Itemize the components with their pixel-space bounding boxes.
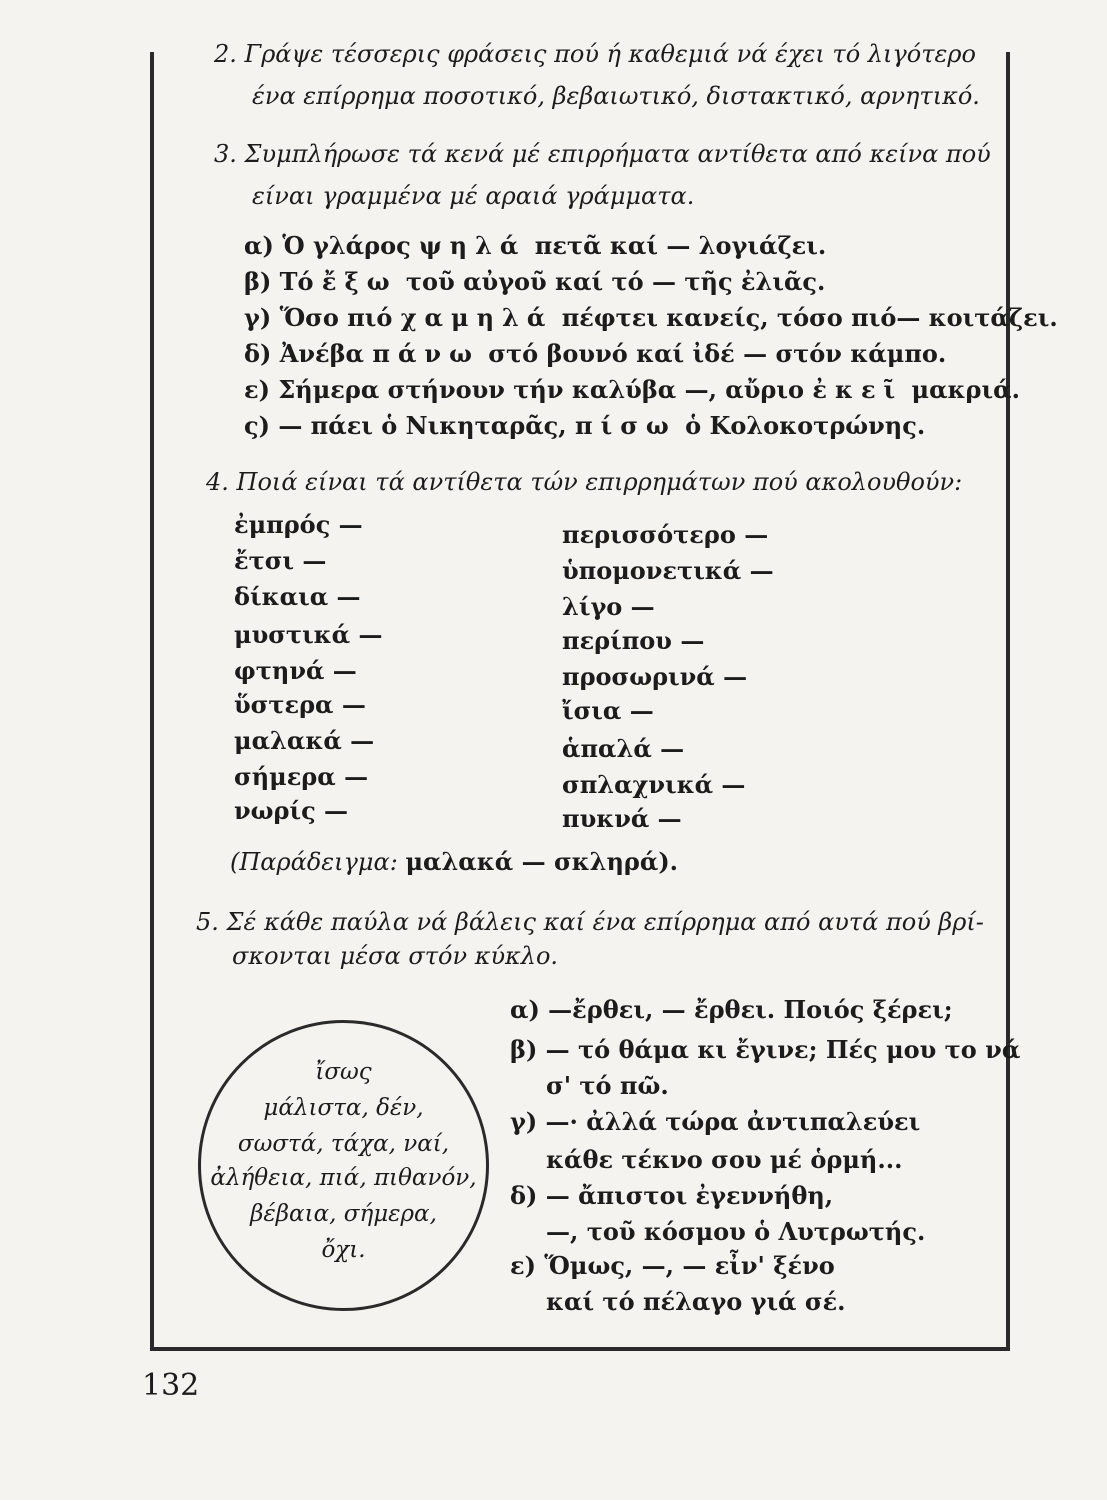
- exercise-3-number: 3.: [214, 140, 237, 168]
- exercise-5-line2: σκονται μέσα στόν κύκλο.: [232, 942, 559, 970]
- exercise-2-number: 2.: [214, 40, 237, 68]
- exercise-3-item: β) Τό ἔξω τοῦ αὐγοῦ καί τό — τῆς ἐλιᾶς.: [244, 267, 826, 296]
- circle-word: ὄχι.: [321, 1237, 366, 1263]
- exercise-5-item: ε) Ὅμως, —, — εἶν' ξένο: [510, 1251, 835, 1280]
- exercise-3-item: ε) Σήμερα στήνουν τήν καλύβα —, αὔριο ἐκεῖ μακριά.: [244, 375, 1020, 404]
- exercise-5-item: γ) —· ἀλλά τώρα ἀντιπαλεύει: [510, 1107, 921, 1136]
- exercise-4-title: Ποιά είναι τά αντίθετα τών επιρρημάτων πού ακολουθούν:: [236, 468, 963, 496]
- list-item: περισσότερο —: [562, 520, 769, 549]
- exercise-5-item: —, τοῦ κόσμου ὁ Λυτρωτής.: [546, 1217, 926, 1246]
- exercise-3-line1: Συμπλήρωσε τά κενά μέ επιρρήματα αντίθετα από κείνα πού: [244, 140, 991, 168]
- list-item: ἐμπρός —: [234, 510, 363, 539]
- circle-word: μάλιστα, δέν,: [263, 1095, 424, 1121]
- list-item: φτηνά —: [234, 656, 357, 685]
- list-item: ἴσια —: [562, 696, 654, 725]
- exercise-5-item: α) —ἔρθει, — ἔρθει. Ποιός ξέρει;: [510, 995, 953, 1024]
- circle-word: βέβαια, σήμερα,: [250, 1201, 437, 1227]
- circle-word: ἀλήθεια, πιά, πιθανόν,: [210, 1165, 477, 1191]
- list-item: περίπου —: [562, 626, 705, 655]
- exercise-5-number: 5.: [196, 908, 219, 936]
- page-number: 132: [142, 1368, 200, 1403]
- list-item: μαλακά —: [234, 726, 375, 755]
- example-text: μαλακά — σκληρά).: [405, 847, 679, 876]
- exercise-3-item: ς) — πάει ὁ Νικηταρᾶς, πίσω ὁ Κολοκοτρώνης.: [244, 411, 926, 440]
- exercise-2-line1: Γράψε τέσσερις φράσεις πού ή καθεμιά νά έχει τό λιγότερο: [244, 40, 976, 68]
- exercise-4-number: 4.: [206, 468, 229, 496]
- adverb-circle: [198, 1020, 489, 1311]
- list-item: μυστικά —: [234, 620, 383, 649]
- exercise-3-line2: είναι γραμμένα μέ αραιά γράμματα.: [252, 182, 695, 210]
- circle-word: ἴσως: [315, 1059, 372, 1085]
- exercise-5-item: δ) — ἄπιστοι ἐγεννήθη,: [510, 1181, 834, 1210]
- exercise-3-item: γ) Ὅσο πιό χαμηλά πέφτει κανείς, τόσο πιό— κοιτάζει.: [244, 303, 1058, 332]
- example-prefix: (Παράδειγμα:: [230, 848, 398, 876]
- list-item: δίκαια —: [234, 582, 361, 611]
- exercise-5-item: σ' τό πῶ.: [546, 1071, 669, 1100]
- list-item: ἁπαλά —: [562, 734, 685, 763]
- list-item: ὕστερα —: [234, 690, 366, 719]
- exercise-5-item: κάθε τέκνο σου μέ ὁρμή...: [546, 1145, 903, 1174]
- list-item: προσωρινά —: [562, 662, 748, 691]
- list-item: σπλαχνικά —: [562, 770, 746, 799]
- list-item: ἔτσι —: [234, 546, 327, 575]
- list-item: λίγο —: [562, 592, 655, 621]
- list-item: σήμερα —: [234, 762, 369, 791]
- list-item: νωρίς —: [234, 796, 349, 825]
- exercise-2-line2: ένα επίρρημα ποσοτικό, βεβαιωτικό, διστακτικό, αρνητικό.: [252, 82, 980, 110]
- list-item: πυκνά —: [562, 804, 682, 833]
- exercise-3-item: δ) Ἀνέβα πάνω στό βουνό καί ἰδέ — στόν κάμπο.: [244, 339, 947, 368]
- exercise-5-item: β) — τό θάμα κι ἔγινε; Πές μου το νά: [510, 1035, 1021, 1064]
- exercise-5-line1: Σέ κάθε παύλα νά βάλεις καί ένα επίρρημα από αυτά πού βρί-: [226, 908, 984, 936]
- exercise-3-item: α) Ὁ γλάρος ψηλά πετᾶ καί — λογιάζει.: [244, 231, 827, 260]
- circle-word: σωστά, τάχα, ναί,: [237, 1131, 450, 1157]
- list-item: ὑπομονετικά —: [562, 556, 774, 585]
- exercise-5-item: καί τό πέλαγο γιά σέ.: [546, 1287, 846, 1316]
